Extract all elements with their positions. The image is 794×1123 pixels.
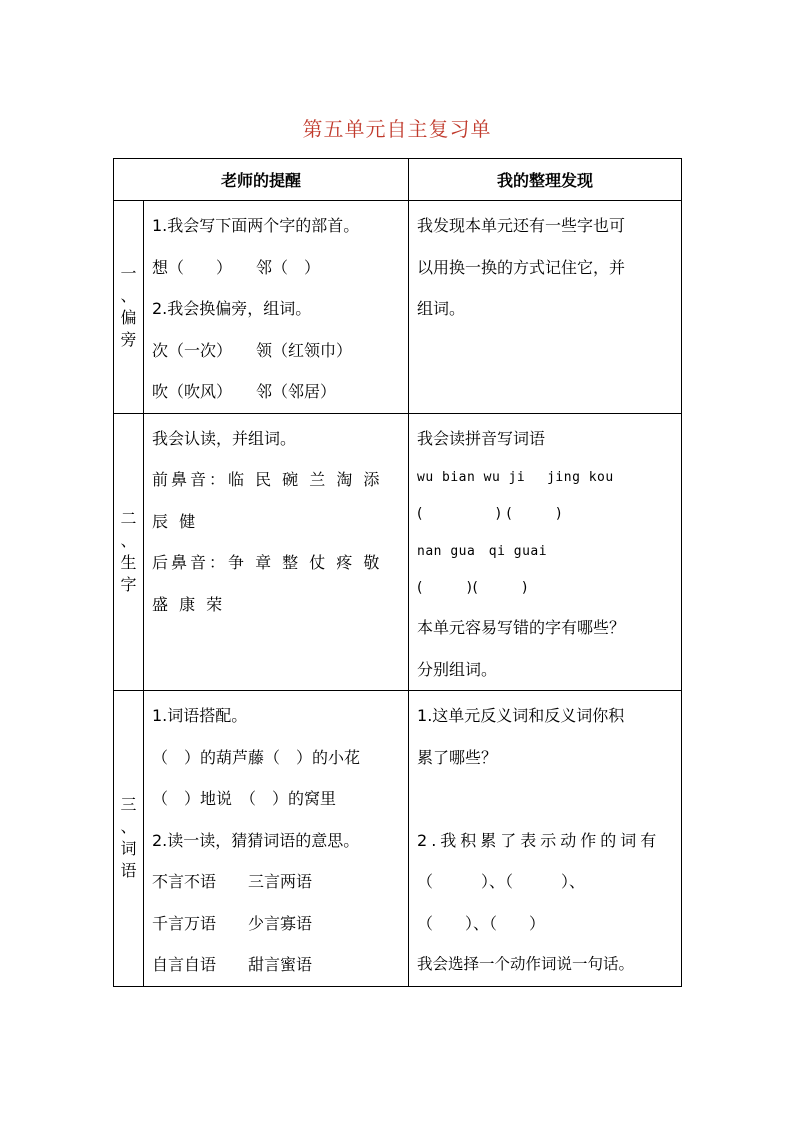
- header-row: [114, 159, 682, 201]
- label-char: 一: [120, 263, 137, 283]
- section-radicals: [114, 201, 682, 414]
- teacher-cell: [144, 201, 409, 414]
- label-char: 词: [120, 839, 137, 859]
- text-line: 辰 健: [152, 511, 199, 531]
- text-line: 我会认读，并组词。: [152, 428, 297, 448]
- text-line: 1.这单元反义词和反义词你积: [417, 706, 625, 725]
- mine-cell: [409, 413, 682, 691]
- text-line: （ ）的葫芦藤（ ）的小花: [152, 747, 361, 767]
- label-char: 语: [120, 861, 137, 881]
- text-line: 我会读拼音写词语: [417, 428, 546, 448]
- section-words: [114, 691, 682, 987]
- label-char: 、: [120, 530, 137, 550]
- pinyin-line: wu bian wu ji jing kou: [417, 470, 614, 485]
- section-label: [114, 201, 144, 414]
- text-line: 2.我积累了表示动作的词有: [417, 830, 661, 850]
- text-line: [417, 778, 677, 820]
- text-line: 想（ ） 邻（ ）: [152, 257, 321, 277]
- text-line: 不言不语 三言两语: [152, 872, 313, 891]
- text-line: 本单元容易写错的字有哪些？: [417, 618, 626, 637]
- answer-blank-line: ( ) ( ): [417, 506, 562, 522]
- mine-cell: [409, 691, 682, 987]
- text-line: 盛 康 荣: [152, 594, 226, 614]
- label-char: 、: [120, 285, 137, 305]
- teacher-cell: [144, 691, 409, 987]
- text-line: 吹（吹风） 邻（邻居）: [152, 382, 337, 401]
- mine-cell: [409, 201, 682, 414]
- section-label: [114, 413, 144, 691]
- text-line: 累了哪些？: [417, 747, 498, 767]
- text-line: （ ）、（ ）: [417, 913, 546, 933]
- pinyin-line: nan gua qi guai: [417, 544, 548, 559]
- text-line: 分别组词。: [417, 659, 498, 679]
- text-line: 1.我会写下面两个字的部首。: [152, 216, 360, 235]
- text-line: 千言万语 少言寡语: [152, 913, 313, 933]
- answer-blank-line: ( )( ): [417, 580, 528, 596]
- label-char: 三: [120, 795, 137, 815]
- label-char: 旁: [120, 329, 137, 349]
- text-line: 我发现本单元还有一些字也可: [417, 216, 626, 235]
- teacher-cell: [144, 413, 409, 691]
- text-line: 1.词语搭配。: [152, 706, 248, 725]
- text-line: 组词。: [417, 299, 466, 318]
- text-line: 2.读一读，猜猜词语的意思。: [152, 830, 360, 850]
- text-line: 以用换一换的方式记住它，并: [417, 257, 626, 277]
- header-mine: 我的整理发现: [409, 159, 682, 201]
- text-line: （ ）、（ ）、: [417, 872, 586, 891]
- section-label: [114, 691, 144, 987]
- label-char: 、: [120, 817, 137, 837]
- label-char: 生: [120, 552, 137, 572]
- text-line: 2.我会换偏旁，组词。: [152, 299, 312, 318]
- label-char: 偏: [120, 307, 137, 327]
- text-line: 次（一次） 领（红领巾）: [152, 340, 353, 360]
- section-characters: [114, 413, 682, 691]
- text-line: 前鼻音：临 民 碗 兰 淘 添: [152, 470, 383, 489]
- page-title: 第五单元自主复习单: [302, 117, 492, 141]
- text-line: 自言自语 甜言蜜语: [152, 955, 313, 974]
- text-line: 后鼻音：争 章 整 仗 疼 敬: [152, 553, 383, 572]
- text-line: （ ）地说 （ ）的窝里: [152, 789, 337, 808]
- label-char: 字: [120, 574, 137, 594]
- text-line: 我会选择一个动作词说一句话。: [417, 955, 635, 973]
- review-table: [113, 158, 682, 987]
- label-char: 二: [120, 508, 137, 528]
- header-teacher: 老师的提醒: [114, 159, 409, 201]
